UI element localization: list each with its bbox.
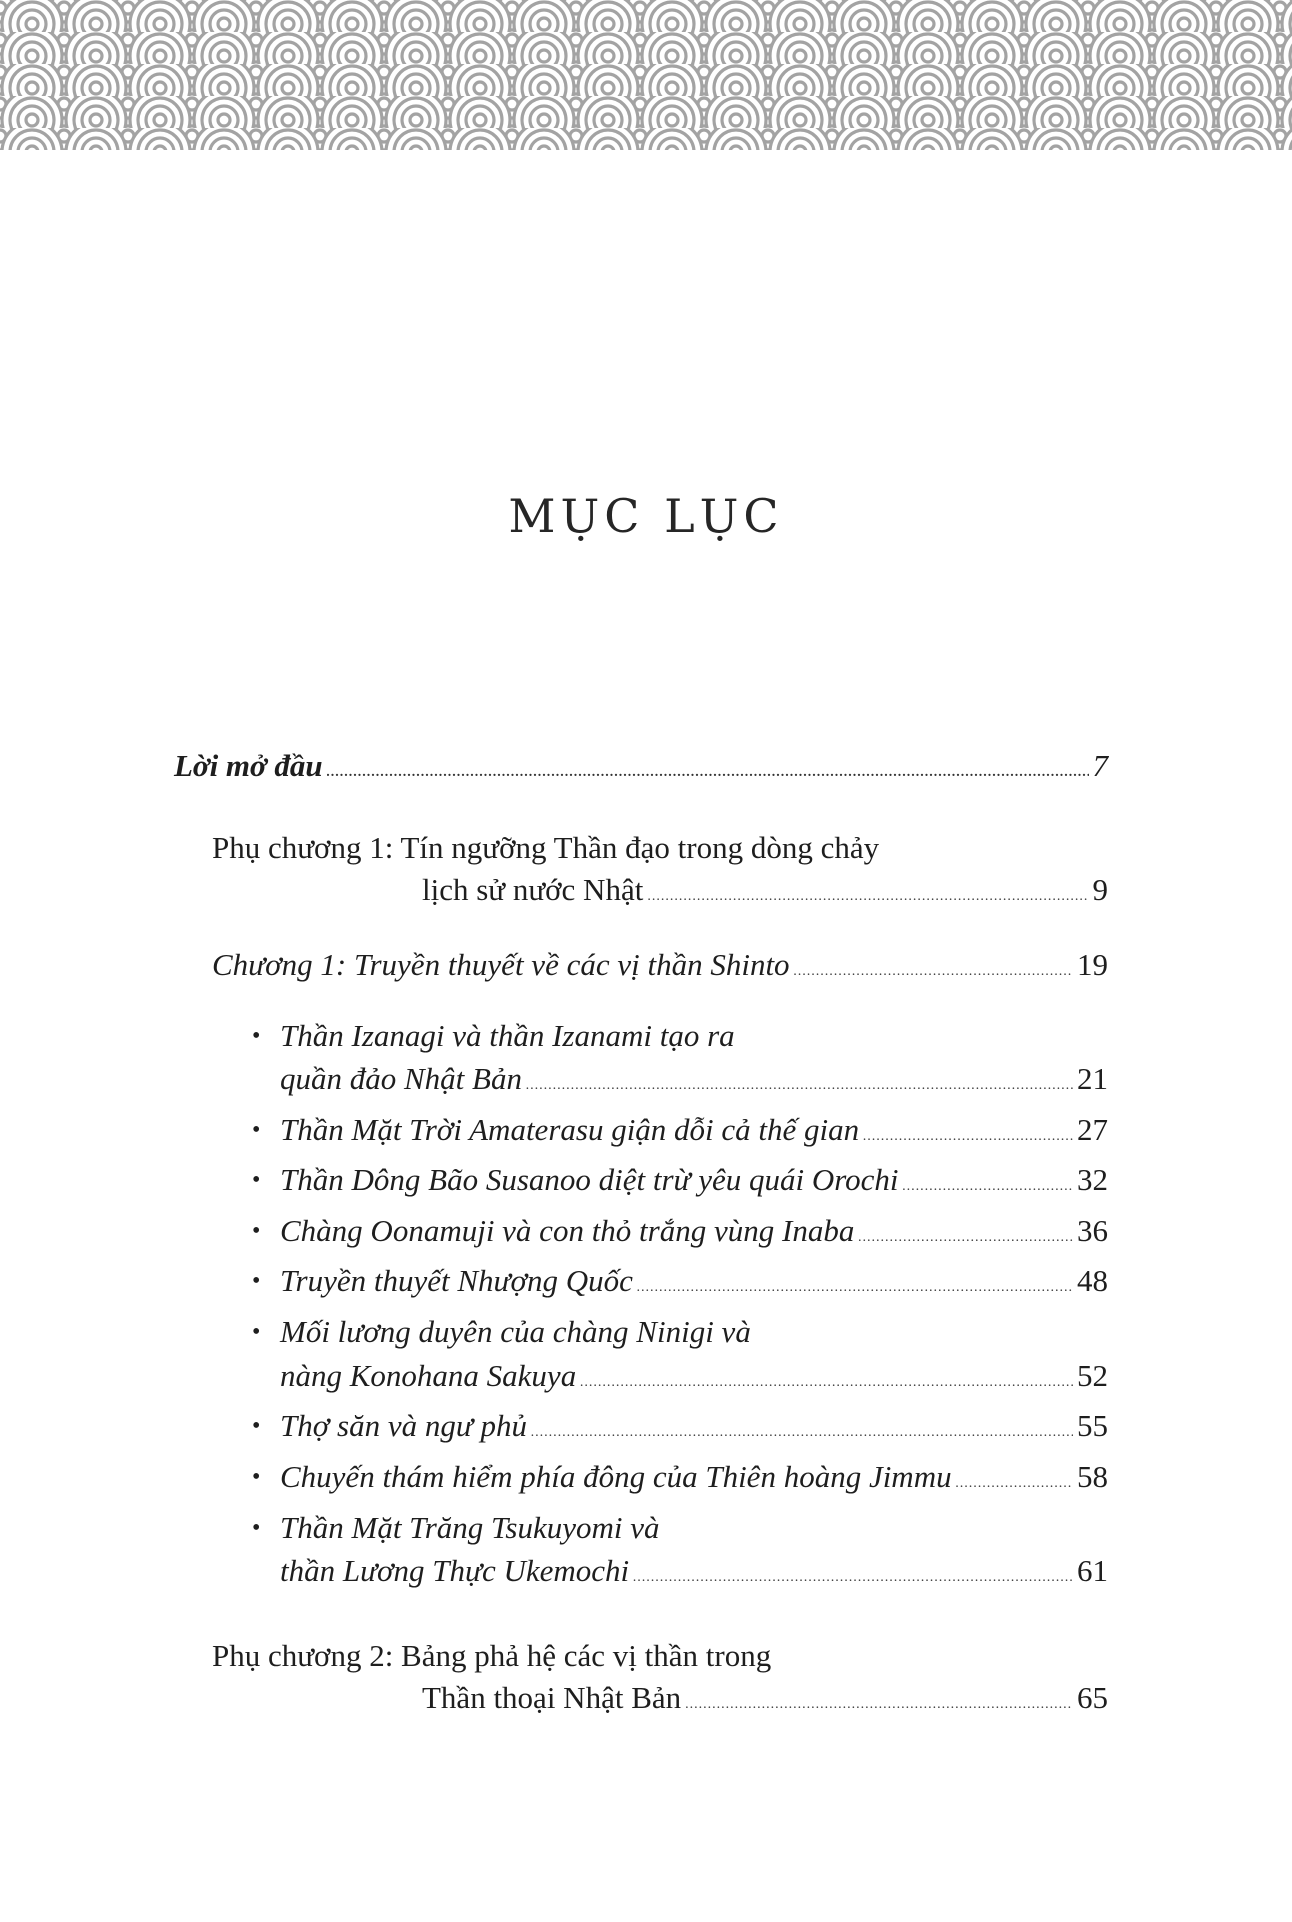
toc-entry-label: Chuyến thám hiểm phía đông của Thiên hoàng Jimmu — [280, 1459, 952, 1494]
toc-item[interactable] — [280, 1160, 1108, 1207]
page-title: MỤC LỤC — [508, 488, 784, 543]
toc-item[interactable] — [280, 1110, 1108, 1157]
toc-item[interactable] — [280, 1457, 1108, 1504]
bullet-icon: • — [252, 1117, 261, 1143]
toc-entry-label: Thần Izanagi và thần Izanami tạo ra — [280, 1018, 735, 1053]
bullet-icon: • — [252, 1464, 261, 1490]
dot-leader — [531, 1413, 1073, 1453]
toc-entry-chapter1[interactable] — [212, 945, 1108, 992]
toc-entry-appendix1-line1[interactable] — [212, 828, 1108, 868]
dot-leader — [633, 1558, 1073, 1598]
dot-leader — [956, 1464, 1073, 1504]
bullet-icon: • — [252, 1023, 261, 1049]
toc-page-number: 58 — [1077, 1459, 1108, 1494]
toc-entry-label: nàng Konohana Sakuya — [280, 1358, 577, 1393]
toc-page-number: 55 — [1077, 1408, 1108, 1443]
toc-page-number: 21 — [1077, 1061, 1108, 1096]
toc-entry-label: Thần Dông Bão Susanoo diệt trừ yêu quái Orochi — [280, 1162, 899, 1197]
dot-leader — [647, 877, 1088, 917]
dot-leader — [903, 1167, 1073, 1207]
dot-leader — [863, 1117, 1073, 1157]
toc-entry-appendix2-line1[interactable] — [212, 1636, 1108, 1676]
dot-leader — [637, 1268, 1073, 1308]
dot-leader — [526, 1066, 1073, 1106]
toc-entry-label: thần Lương Thực Ukemochi — [280, 1553, 630, 1588]
toc-page-number: 65 — [1077, 1680, 1108, 1715]
toc-entry-label: lịch sử nước Nhật — [422, 872, 644, 907]
toc-page-number: 19 — [1077, 947, 1108, 982]
toc-entry-intro[interactable] — [174, 746, 1108, 793]
bullet-icon: • — [252, 1218, 261, 1244]
toc-page-number: 32 — [1077, 1162, 1108, 1197]
toc-entry-label: Truyền thuyết Nhượng Quốc — [280, 1263, 633, 1298]
bullet-icon: • — [252, 1413, 261, 1439]
dot-leader — [685, 1685, 1073, 1725]
toc-page-number: 48 — [1077, 1263, 1108, 1298]
toc-entry-label: Thần thoại Nhật Bản — [422, 1680, 682, 1715]
dot-leader — [858, 1218, 1073, 1258]
toc-item[interactable] — [280, 1406, 1108, 1453]
toc-entry-label: quần đảo Nhật Bản — [280, 1061, 522, 1096]
toc-entry-appendix1-line2[interactable] — [422, 870, 1108, 917]
dot-leader — [580, 1363, 1073, 1403]
toc-page-number: 36 — [1077, 1213, 1108, 1248]
toc-page-number: 9 — [1092, 872, 1108, 907]
bullet-icon: • — [252, 1167, 261, 1193]
toc-entry-label: Phụ chương 2: Bảng phả hệ các vị thần trong — [212, 1638, 772, 1673]
dot-leader — [794, 952, 1073, 992]
toc-page-number: 52 — [1077, 1358, 1108, 1393]
toc-item-line1[interactable] — [280, 1508, 1108, 1548]
toc-item-line1[interactable] — [280, 1312, 1108, 1352]
toc-entry-label: Phụ chương 1: Tín ngưỡng Thần đạo trong dòng chảy — [212, 830, 880, 865]
toc-item[interactable] — [280, 1261, 1108, 1308]
toc-item[interactable] — [280, 1211, 1108, 1258]
toc-page-number: 27 — [1077, 1112, 1108, 1147]
toc-item-line1[interactable] — [280, 1016, 1108, 1056]
toc-entry-label: Chàng Oonamuji và con thỏ trắng vùng Inaba — [280, 1213, 855, 1248]
toc-entry-appendix2-line2[interactable] — [422, 1678, 1108, 1725]
toc-item-line2[interactable] — [280, 1059, 1108, 1106]
toc-entry-label: Thợ săn và ngư phủ — [280, 1408, 528, 1443]
toc-page-number: 61 — [1077, 1553, 1108, 1588]
toc-item-line2[interactable] — [280, 1551, 1108, 1598]
toc-entry-label: Chương 1: Truyền thuyết về các vị thần Shinto — [212, 947, 790, 982]
toc-entry-label: Thần Mặt Trời Amaterasu giận dỗi cả thế gian — [280, 1112, 860, 1147]
bullet-icon: • — [252, 1268, 261, 1294]
toc-page-number: 7 — [1092, 748, 1108, 783]
bullet-icon: • — [252, 1319, 261, 1345]
toc-entry-label: Thần Mặt Trăng Tsukuyomi và — [280, 1510, 660, 1545]
toc-entry-label: Mối lương duyên của chàng Ninigi và — [280, 1314, 751, 1349]
toc-item-line2[interactable] — [280, 1356, 1108, 1403]
bullet-icon: • — [252, 1515, 261, 1541]
dot-leader — [327, 753, 1089, 793]
toc-entry-label: Lời mở đầu — [174, 748, 323, 783]
